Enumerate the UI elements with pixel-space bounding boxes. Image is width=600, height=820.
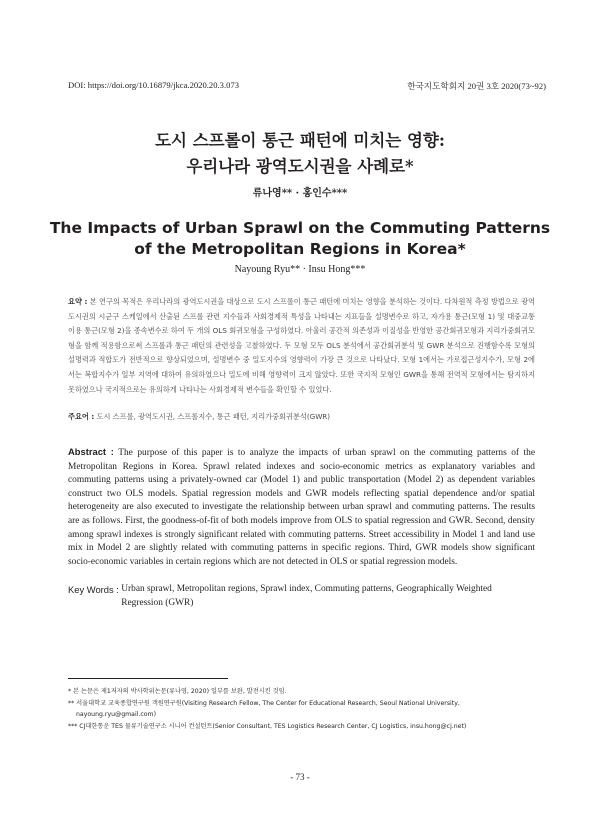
keywords-english-label: Key Words : [68, 584, 119, 595]
authors-korean: 류나영** · 홍인수*** [252, 188, 348, 199]
title-korean-line-1: 도시 스프롤이 통근 패턴에 미치는 영향: [155, 131, 445, 150]
title-korean-line-2: 우리나라 광역도시권을 사례로* [186, 157, 414, 176]
keywords-korean-text: 도시 스프롤, 광역도시권, 스프롤지수, 통근 패턴, 지리가중회귀분석(GWR) [96, 412, 331, 421]
title-english [0, 218, 600, 260]
abstract-korean [68, 295, 535, 397]
footnote-2: ** 서울대학교 교육종합연구원 객원연구원(Visiting Research Fellow, The Center for Educational Research, Seoul National University, nayoung.ryu@gmail.com) [68, 699, 460, 719]
keywords-korean-label: 주요어 : [68, 412, 95, 421]
doi-link[interactable]: DOI: https://doi.org/10.16879/jkca.2020.20.3.073 [68, 80, 239, 90]
authors-english: Nayoung Ryu** · Insu Hong*** [234, 264, 366, 275]
title-english-line-2: of the Metropolitan Regions in Korea* [134, 240, 466, 258]
footnote-divider [68, 678, 228, 679]
abstract-english-label: Abstract : [68, 446, 114, 457]
abstract-korean-text: 본 연구의 목적은 우리나라의 광역도시권을 대상으로 도시 스프롤이 통근 패턴에 미치는 영향을 분석하는 것이다. 다차원적 측정 방법으로 광역도시권의 시군구 스케일에서 산출된 스프롤 관련 지수들과 사회경제적 특성을 나타내는 지표들을 설명변수로 하고, 자가용 통근(모형 1) 및 대중교통이용 통근(모형 2)을 종속변수로 하여 두 개의 OLS 회귀모형을 구성하였다. 아울러 공간적 의존성과 이질성을 반영한 공간회귀모형과 지리가중회귀모형을 함께 적용함으로써 스프롤과 통근 패턴의 관련성을 고찰하였다. 두 모형 모두 OLS 분석에서 공간회귀분석 및 GWR 분석으로 진행함수록 모형의 설명력과 적합도가 전반적으로 향상되었으며, 설명변수 중 밀도지수의 영향력이 가장 큰 것으로 나타났다. 모형 1에서는 가로접근성지수가, 모형 2에서는 복합지수가 일부 지역에 대하여 유의하였으나 밀도에 비해 영향력이 크지 않았다. 또한 국지적 모형인 GWR을 통해 전역적 모형에서는 탐지하지 못하였으나 국지적으로는 유의하게 나타나는 사회경제적 변수들을 확인할 수 있었다. [68, 297, 535, 394]
title-english-line-1: The Impacts of Urban Sprawl on the Commuting Patterns [49, 219, 551, 237]
abstract-korean-label: 요약 : [68, 297, 88, 306]
running-header [68, 80, 546, 94]
journal-citation: 한국지도학회지 20권 3호 2020(73~92) [407, 81, 546, 91]
footnote-1: * 본 논문은 제1저자의 박사학위논문(류나영, 2020) 일부를 보완, 발전시킨 것임. [68, 688, 287, 695]
page-number: - 73 - [290, 772, 310, 782]
keywords-english [68, 583, 535, 610]
abstract-english [68, 445, 535, 569]
footnote-3: *** CJ대한통운 TES 물류기술연구소 시니어 컨설턴트(Senior Consultant, TES Logistics Research Center, CJ Logistics, insu.hong@cj.net) [68, 722, 467, 730]
keywords-korean [68, 410, 535, 424]
keywords-english-text: Urban sprawl, Metropolitan regions, Sprawl index, Commuting patterns, Geographically Weighted Regression (GWR) [121, 584, 492, 608]
abstract-english-text: The purpose of this paper is to analyze the impacts of urban sprawl on the commuting patterns of the Metropolitan Regions in Korea. Sprawl related indexes and socio-economic metrics as explanatory variables and commuting patterns using a privately-owned car (Model 1) and public transportation (Model 2) as dependent variables construct two OLS models. Spatial regression models and GWR models reflecting spatial dependence and/or spatial heterogeneity are also executed to investigate the relationship between urban sprawl and commuting patterns. The results are as follows. First, the goodness-of-fit of both models improve from OLS to spatial regression and GWR. Second, density among sprawl indexes is strongly significant related with commuting patterns. Street accessibility in Model 1 and land use mix in Model 2 are slightly related with commuting patterns in specific regions. Third, GWR models show significant socio-economic variables in certain regions which are not detected in OLS or spatial regression models. [68, 448, 535, 567]
footnotes [68, 686, 535, 732]
title-korean [0, 128, 600, 180]
